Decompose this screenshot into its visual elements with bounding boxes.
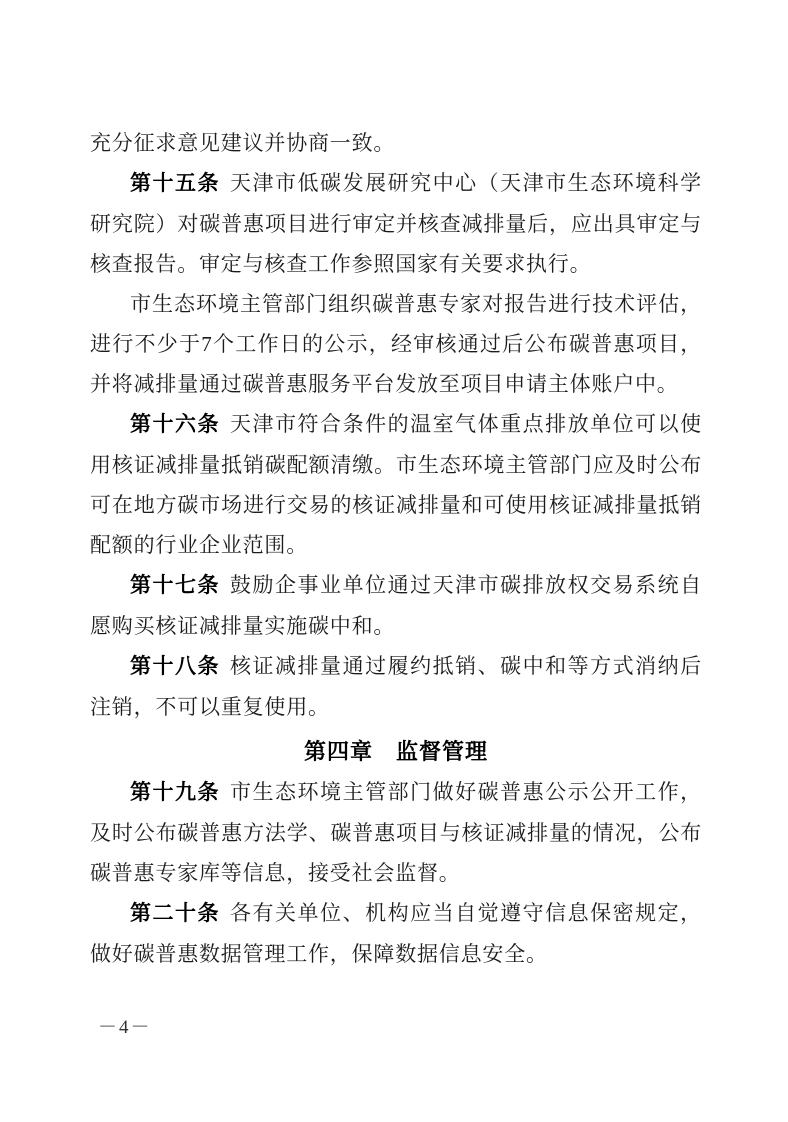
article-label: 第十五条 bbox=[130, 172, 221, 195]
paragraph-article-18 bbox=[90, 646, 702, 727]
article-label: 第十九条 bbox=[130, 781, 221, 804]
paragraph-text: 各有关单位、机构应当自觉遵守信息保密规定，做好碳普惠数据管理工作，保障数据信息安全。 bbox=[90, 901, 702, 966]
paragraph-continuation bbox=[90, 123, 702, 163]
article-label: 第二十条 bbox=[130, 902, 221, 925]
article-label: 第十八条 bbox=[130, 655, 221, 678]
paragraph-text: 鼓励企事业单位通过天津市碳排放权交易系统自愿购买核证减排量实施碳中和。 bbox=[90, 573, 702, 638]
paragraph-text: 天津市低碳发展研究中心（天津市生态环境科学研究院）对碳普惠项目进行审定并核查减排量后，应出具审定与核查报告。审定与核查工作参照国家有关要求执行。 bbox=[90, 171, 702, 276]
paragraph-text: 市生态环境主管部门做好碳普惠公示公开工作，及时公布碳普惠方法学、碳普惠项目与核证减排量的情况，公布碳普惠专家库等信息，接受社会监督。 bbox=[90, 780, 702, 885]
paragraph-article-17 bbox=[90, 565, 702, 646]
paragraph-article-20 bbox=[90, 893, 702, 974]
paragraph-text: 核证减排量通过履约抵销、碳中和等方式消纳后注销，不可以重复使用。 bbox=[90, 654, 702, 719]
article-label: 第十七条 bbox=[130, 574, 221, 597]
paragraph-article-19 bbox=[90, 772, 702, 893]
paragraph-text: 充分征求意见建议并协商一致。 bbox=[90, 131, 396, 155]
article-label: 第十六条 bbox=[130, 413, 221, 436]
page-number: －4－ bbox=[98, 1017, 152, 1038]
paragraph-article-16 bbox=[90, 404, 702, 565]
chapter-heading: 第四章 监督管理 bbox=[303, 739, 488, 764]
paragraph-text: 市生态环境主管部门组织碳普惠专家对报告进行技术评估，进行不少于7个工作日的公示，经审核通过后公布碳普惠项目，并将减排量通过碳普惠服务平台发放至项目申请主体账户中。 bbox=[90, 292, 702, 396]
document-body bbox=[90, 123, 702, 974]
paragraph-article-15 bbox=[90, 163, 702, 284]
paragraph-text: 天津市符合条件的温室气体重点排放单位可以使用核证减排量抵销碳配额清缴。市生态环境主管部门应及时公布可在地方碳市场进行交易的核证减排量和可使用核证减排量抵销配额的行业企业范围。 bbox=[90, 412, 702, 557]
paragraph-review-process bbox=[90, 284, 702, 404]
